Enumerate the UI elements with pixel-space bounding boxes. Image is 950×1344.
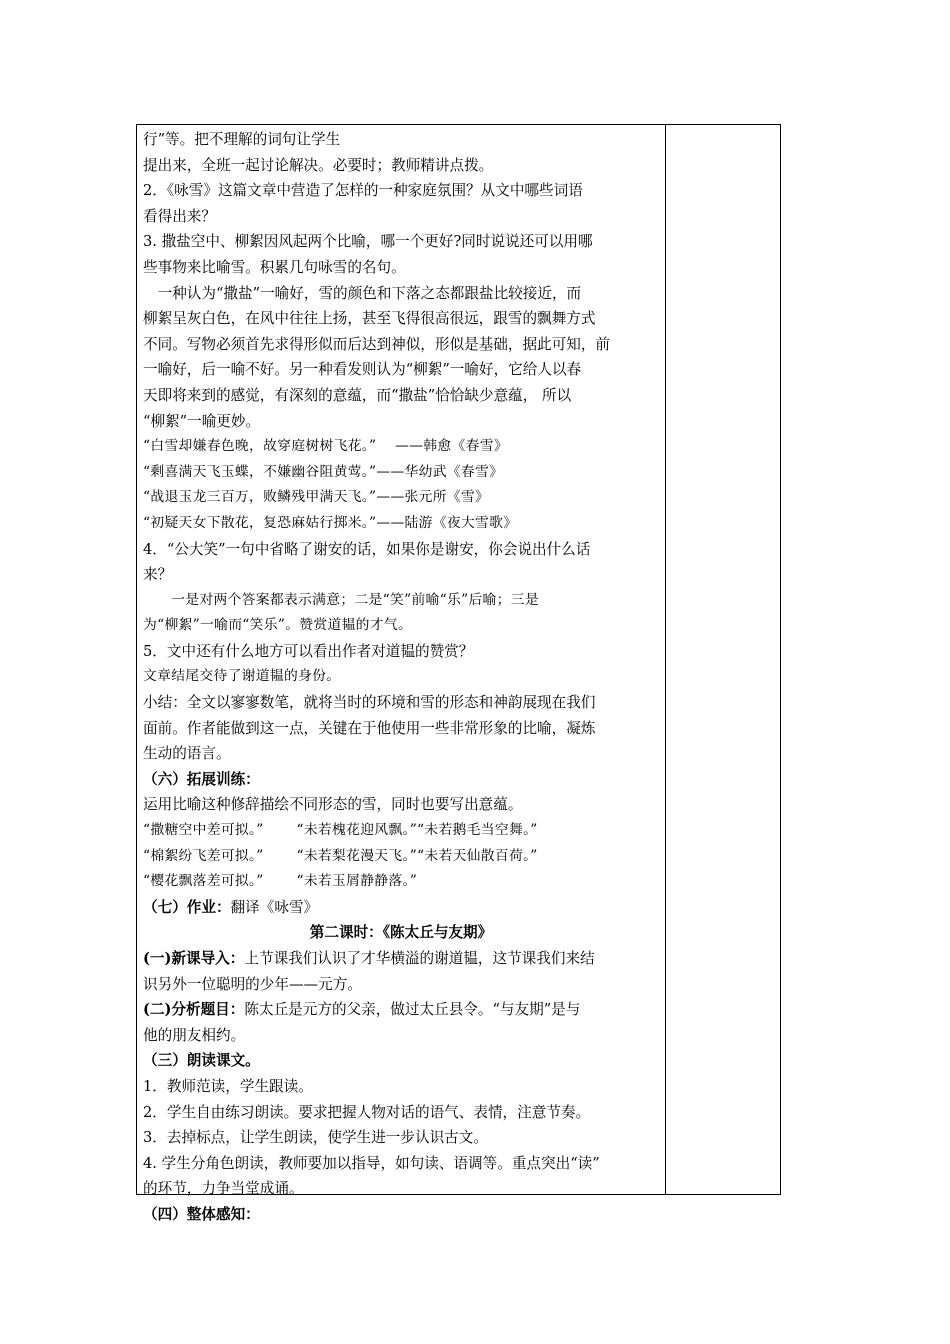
- text-line: 5．文中还有什么地方可以看出作者对道韫的赞赏？: [143, 642, 474, 660]
- text-line: [143, 895, 659, 921]
- text-line: 柳絮呈灰白色，在风中往往上扬，甚至飞得很高很远，跟雪的飘舞方式: [143, 310, 596, 328]
- text-line: 提出来，全班一起讨论解决。必要时；教师精讲点拨。: [143, 156, 494, 174]
- heading-text: 陈太丘是元方的父亲，做过太丘县令。“与友期”是与: [244, 1001, 581, 1019]
- lesson-table: [136, 124, 781, 1223]
- heading-label: (二)分析题目：: [143, 1001, 245, 1019]
- heading-label: (一)新课导入：: [143, 950, 245, 967]
- heading-text: 翻译《咏雪》: [230, 898, 319, 916]
- text-line: 4. 学生分角色朗读，教师要加以指导，如句读、语调等。重点突出“读”: [143, 1154, 600, 1172]
- text-line: 识另外一位聪明的少年——元方。: [143, 975, 362, 993]
- heading-label: （七）作业：: [143, 898, 231, 916]
- text-line: 生动的语言。: [143, 745, 231, 763]
- notes-cell: [666, 125, 780, 1194]
- text-line: 一是对两个答案都表示满意；二是“笑”前喻“乐”后喻；三是: [143, 591, 539, 608]
- text-line: “战退玉龙三百万，败鳞残甲满天飞。”——张元所《雪》: [143, 489, 490, 506]
- text-line: 3．去掉标点，让学生朗读，使学生进一步认识古文。: [143, 1129, 488, 1147]
- text-line: 的环节，力争当堂成诵。: [143, 1180, 304, 1198]
- text-line: “棉絮纷飞差可拟。” “未若梨花漫天飞。”“未若天仙散百荷。”: [143, 847, 538, 864]
- text-line: 一种认为“撒盐”一喻好，雪的颜色和下落之态都跟盐比较接近，而: [143, 284, 582, 302]
- text-line: 天即将来到的感觉，有深刻的意蕴，而“撒盐”恰恰缺少意蕴， 所以: [143, 386, 572, 404]
- text-line: “撒糖空中差可拟。” “未若槐花迎风飘。”“未若鹅毛当空舞。”: [143, 822, 538, 839]
- text-line: “柳絮”一喻更妙。: [143, 412, 261, 430]
- text-line: 小结：全文以寥寥数笔，就将当时的环境和雪的形态和神韵展现在我们: [143, 694, 596, 712]
- text-line: 为“柳絮”一喻而“笑乐”。赞赏道韫的才气。: [143, 617, 413, 634]
- text-line: 3. 撒盐空中、柳絮因风起两个比喻，哪一个更好?同时说说还可以用哪: [143, 233, 593, 251]
- text-line: 看得出来？: [143, 207, 216, 225]
- text-line: 2．学生自由练习朗读。要求把握人物对话的语气、表情，注意节奏。: [143, 1103, 591, 1121]
- text-line: 面前。作者能做到这一点，关键在于他使用一些非常形象的比喻，凝炼: [143, 719, 596, 737]
- text-line: 行”等。把不理解的词句让学生: [143, 131, 341, 148]
- text-line: [143, 997, 659, 1023]
- text-line: 他的朋友相约。: [143, 1026, 246, 1044]
- text-line: 1．教师范读，学生跟读。: [143, 1077, 313, 1095]
- text-line: 文章结尾交待了谢道韫的身份。: [143, 668, 341, 685]
- text-line: [143, 946, 659, 972]
- text-line: 2．《咏雪》这篇文章中营造了怎样的一种家庭氛围？从文中哪些词语: [143, 182, 583, 200]
- text-line: （六）拓展训练：: [143, 770, 260, 788]
- text-line: 4．“公大笑”一句中省略了谢安的话，如果你是谢安，你会说出什么话: [143, 540, 591, 558]
- lesson-content-cell: [143, 127, 659, 1228]
- text-line: （四）整体感知：: [143, 1205, 260, 1223]
- text-line: “剩喜满天飞玉蝶，不嫌幽谷阻黄莺。”——华幼武《春雪》: [143, 463, 504, 480]
- text-line: 运用比喻这种修辞描绘不同形态的雪，同时也要写出意蕴。: [143, 796, 523, 814]
- text-line: 第二课时：《陈太丘与友期》: [309, 924, 493, 942]
- text-line: “樱花飘落差可拟。” “未若玉屑静静落。”: [143, 873, 418, 890]
- text-line: （三）朗读课文。: [143, 1052, 260, 1070]
- text-line: 来？: [143, 566, 173, 584]
- text-line: 些事物来比喻雪。积累几句咏雪的名句。: [143, 258, 406, 276]
- text-line: 一喻好，后一喻不好。另一种看发则认为“柳絮”一喻好，它给人以春: [143, 361, 582, 379]
- heading-text: 上节课我们认识了才华横溢的谢道韫，这节课我们来结: [244, 950, 595, 967]
- text-line: “初疑天女下散花，复恐麻姑行掷米。”——陆游《夜大雪歌》: [143, 514, 518, 531]
- text-line: “白雪却嫌春色晚，故穿庭树树飞花。” ——韩愈《春雪》: [143, 438, 508, 455]
- text-line: 不同。写物必须首先求得形似而后达到神似，形似是基础，据此可知，前: [143, 335, 611, 353]
